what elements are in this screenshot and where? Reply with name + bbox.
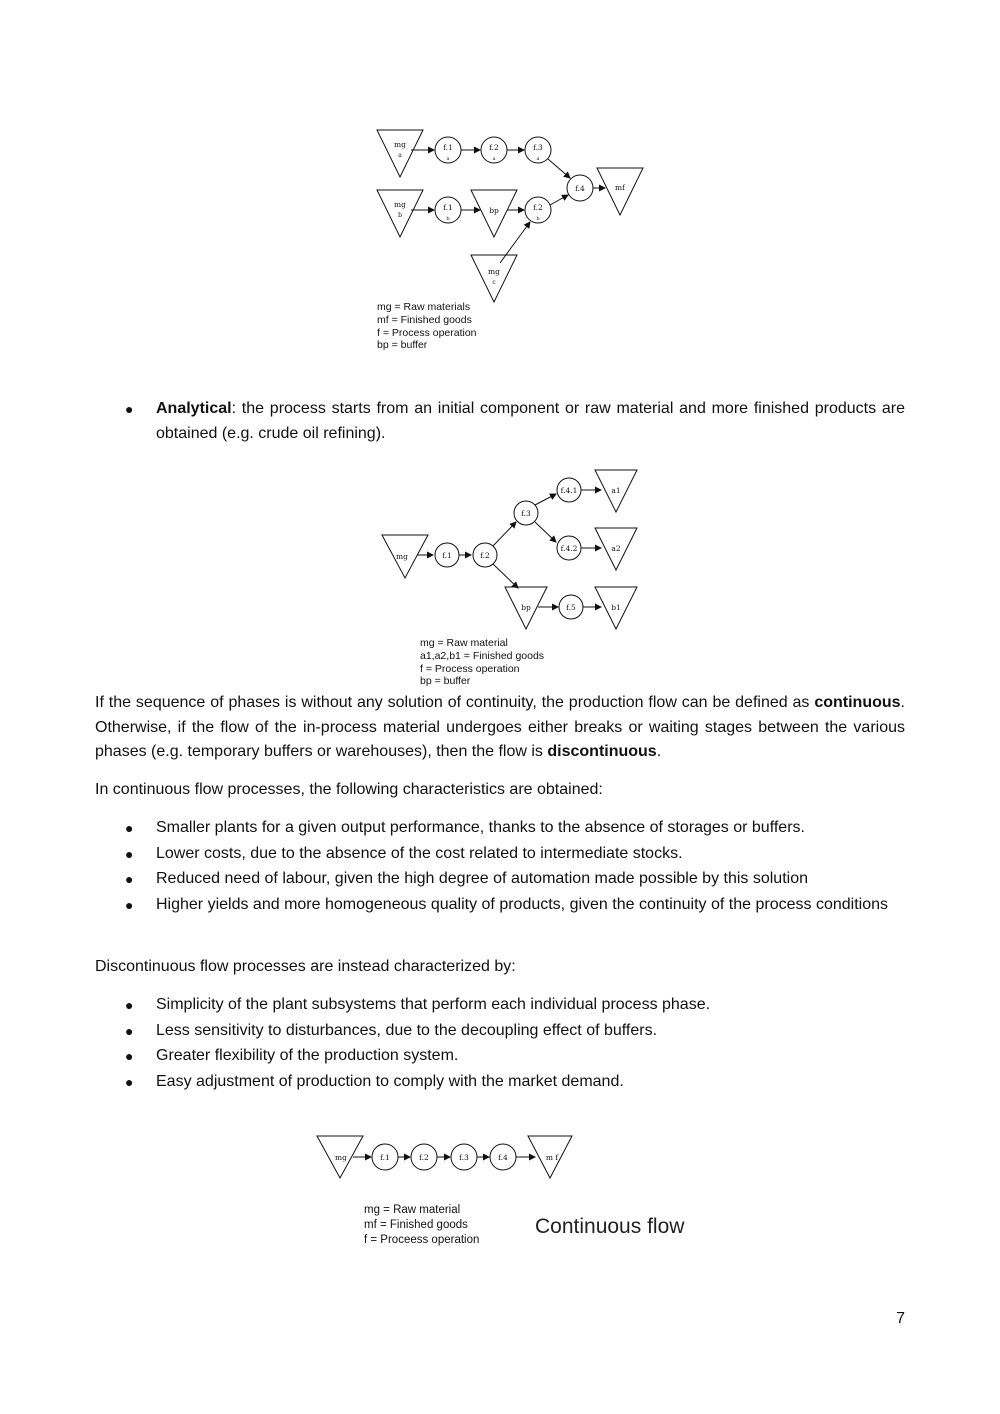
mg-b-label: mg [394,200,406,209]
list-item-text: Easy adjustment of production to comply with the market demand. [156,1072,624,1090]
legend-line: f = Proceess operation [364,1234,480,1246]
f4-label: f.4 [498,1153,508,1162]
continuous-list [95,816,905,917]
list-item-text: Lower costs, due to the absence of the cost related to intermediate stocks. [156,844,683,862]
f4-label: f.4 [575,184,585,193]
mg-b-sub: b [398,212,402,219]
legend-line: f = Process operation [377,326,477,339]
mg-c-label: mg [488,267,500,276]
page-number: 7 [896,1310,905,1327]
mf-label: mf [615,183,625,192]
bullet-icon: ● [125,401,134,417]
discontinuous-intro: Discontinuous flow processes are instead characterized by: [95,958,516,975]
f3-label: f.3 [521,509,531,518]
f1a-label: f.1 [443,143,453,152]
f1-label: f.1 [380,1153,390,1162]
analytical-flow-diagram [375,465,645,635]
f2a-sub: a [492,156,496,162]
para-text: . Otherwise, if the flow of the in-process material undergoes either breaks or waiting stages between the various phases (e.g. temporary buffers or warehouses), then the flow is [95,694,905,760]
bullet-icon: ● [125,1022,134,1039]
fig1-legend [377,301,477,352]
mg-label: mg [396,552,408,561]
f2-label: f.2 [419,1153,429,1162]
list-item-text: Less sensitivity to disturbances, due to the decoupling effect of buffers. [156,1021,658,1039]
legend-line: bp = buffer [420,675,471,688]
legend-line: mf = Finished goods [377,313,472,326]
list-item-text: Greater flexibility of the production system. [156,1047,459,1064]
legend-line: mf = Finished goods [364,1219,468,1231]
list-item-text: Higher yields and more homogeneous quality of products, given the continuity of the process conditions [156,895,888,913]
list-item-text: Smaller plants for a given output performance, thanks to the absence of storages or buffers. [156,819,805,836]
f42-label: f.4.2 [560,544,578,553]
f2b-sub: b [536,216,540,222]
discontinuous-list [95,993,905,1094]
list-item [95,842,905,867]
bp-label: bp [521,603,531,612]
analytical-bullet [95,397,905,446]
bullet-icon: ● [125,997,134,1013]
list-item [95,1070,905,1095]
f41-label: f.4.1 [560,486,578,495]
continuous-term: continuous [814,694,901,711]
a2-label: a2 [611,544,621,553]
f3a-sub: a [536,156,540,162]
legend-line: mg = Raw material [420,637,508,649]
continuous-flow-caption: Continuous flow [535,1215,685,1238]
bp-label: bp [489,206,499,215]
f1b-sub: b [446,216,450,222]
f2-label: f.2 [480,551,490,560]
legend-line: mg = Raw material [364,1204,461,1216]
synthetic-flow-diagram [370,125,650,305]
list-item [95,816,905,841]
legend-line: mg = Raw materials [377,301,471,313]
mg-c-sub: c [492,279,496,286]
f1b-label: f.1 [443,203,453,212]
f5-label: f.5 [566,603,576,612]
f3-label: f.3 [459,1153,469,1162]
bullet-icon: ● [125,820,134,836]
bullet-icon: ● [125,1048,134,1064]
discontinuous-term: discontinuous [547,743,657,760]
analytical-text: : the process starts from an initial component or raw material and more finished products are obtained (e.g. crude oil refining). [156,400,905,442]
f1a-sub: a [446,156,450,162]
list-item [95,893,905,918]
para-text: . [656,743,662,760]
fig3-legend [364,1203,479,1248]
fig2-legend [420,637,544,688]
bullet-icon: ● [125,1073,134,1090]
list-item [95,993,905,1018]
bullet-icon: ● [125,871,134,887]
mf-label: m f [545,1153,559,1162]
continuous-intro: In continuous flow processes, the following characteristics are obtained: [95,781,603,798]
f3a-label: f.3 [533,143,543,152]
a1-label: a1 [611,486,621,495]
mg-a-sub: a [398,152,402,159]
legend-line: bp = buffer [377,339,428,352]
para-text: If the sequence of phases is without any solution of continuity, the production flow can be defined as [95,694,815,711]
b1-label: b1 [611,603,621,612]
f2b-label: f.2 [533,203,543,212]
bullet-icon: ● [125,896,134,913]
list-item [95,397,905,446]
continuity-paragraph [95,691,905,765]
bullet-icon: ● [125,845,134,862]
list-item [95,867,905,892]
analytical-term: Analytical [156,400,232,417]
legend-line: a1,a2,b1 = Finished goods [420,649,545,662]
list-item [95,1019,905,1044]
f2a-label: f.2 [489,143,499,152]
legend-line: f = Process operation [420,662,520,675]
f1-label: f.1 [442,551,452,560]
continuous-flow-diagram [312,1130,577,1180]
list-item [95,1044,905,1069]
list-item-text: Reduced need of labour, given the high degree of automation made possible by this solution [156,870,808,887]
list-item-text: Simplicity of the plant subsystems that perform each individual process phase. [156,996,711,1013]
mg-label: mg [335,1153,347,1162]
mg-a-label: mg [394,140,406,149]
